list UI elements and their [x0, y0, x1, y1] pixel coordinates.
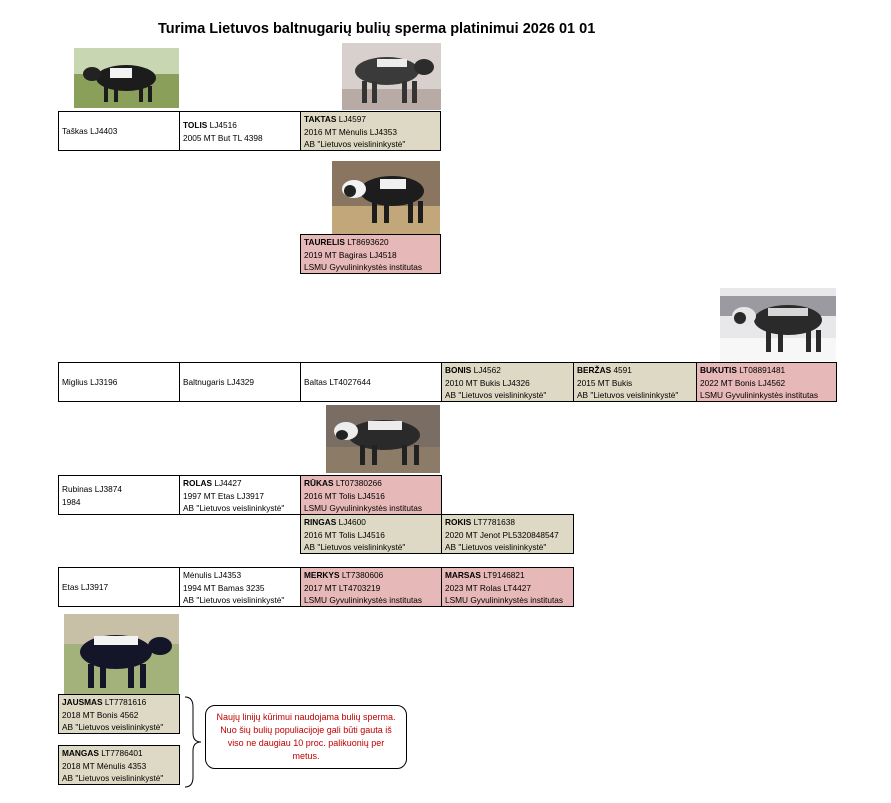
bull-photo-rukas: [326, 405, 440, 473]
bull-cell-miglius: Miglius LJ3196: [58, 362, 180, 402]
bull-cell-menulis: Mėnulis LJ4353 1994 MT Bamas 3235 AB "Lietuvos veislininkystė": [179, 567, 301, 607]
bull-cell-baltas: Baltas LT4027644: [300, 362, 442, 402]
bull-name: BONIS: [445, 365, 472, 375]
bull-cell-ringas: RINGAS LJ4600 2016 MT Tolis LJ4516 AB "Lietuvos veislininkystė": [300, 514, 442, 554]
bull-cell-berzas: BERŽAS 4591 2015 MT Bukis AB "Lietuvos veislininkystė": [573, 362, 697, 402]
bull-photo-jausmas: [64, 614, 179, 694]
bull-name: MANGAS: [62, 748, 99, 758]
bull-cell-rokis: ROKIS LT7781638 2020 MT Jenot PL5320848547 AB "Lietuvos veislininkystė": [441, 514, 574, 554]
bull-cell-mangas: MANGAS LT7786401 2018 MT Mėnulis 4353 AB "Lietuvos veislininkystė": [58, 745, 180, 785]
bull-cell-etas: Etas LJ3917: [58, 567, 180, 607]
bull-photo-bukutis: [720, 288, 836, 361]
bull-cell-jausmas: JAUSMAS LT7781616 2018 MT Bonis 4562 AB "Lietuvos veislininkystė": [58, 694, 180, 734]
bull-photo-taurelis: [332, 161, 440, 234]
bull-cell-taskas: Taškas LJ4403: [58, 111, 180, 151]
bull-cell-taurelis: TAURELIS LT8693620 2019 MT Bagiras LJ4518 LSMU Gyvulininkystės institutas: [300, 234, 441, 274]
bull-name: ROLAS: [183, 478, 213, 488]
bull-photo-taktas: [342, 43, 441, 110]
bull-name: RINGAS: [304, 517, 337, 527]
bull-cell-marsas: MARSAS LT9146821 2023 MT Rolas LT4427 LSMU Gyvulininkystės institutas: [441, 567, 574, 607]
bull-cell-tolis: TOLIS LJ4516 2005 MT But TL 4398: [179, 111, 301, 151]
bull-cell-bonis: BONIS LJ4562 2010 MT Bukis LJ4326 AB "Lietuvos veislininkystė": [441, 362, 574, 402]
bull-name: MERKYS: [304, 570, 340, 580]
bull-cell-rubinas: Rubinas LJ3874 1984: [58, 475, 180, 515]
page-title: Turima Lietuvos baltnugarių bulių sperma platinimui 2026 01 01: [158, 21, 596, 37]
bull-cell-rukas: RŪKAS LT07380266 2016 MT Tolis LJ4516 LSMU Gyvulininkystės institutas: [300, 475, 442, 515]
bull-cell-bukutis: BUKUTIS LT08891481 2022 MT Bonis LJ4562 LSMU Gyvulininkystės institutas: [696, 362, 837, 402]
bull-name: TAKTAS: [304, 114, 337, 124]
bull-name: JAUSMAS: [62, 697, 103, 707]
bull-cell-merkys: MERKYS LT7380606 2017 MT LT4703219 LSMU Gyvulininkystės institutas: [300, 567, 442, 607]
note-box: [205, 705, 407, 769]
note-text: Naujų linijų kūrimui naudojama bulių sperma. Nuo šių bulių populiacijoje gali būti gauta iš viso ne daugiau 10 proc. palikuonių per metus.: [216, 712, 396, 761]
bull-name: RŪKAS: [304, 478, 334, 488]
bull-photo-taskas: [74, 48, 179, 108]
bull-name: TAURELIS: [304, 237, 345, 247]
bull-name: MARSAS: [445, 570, 481, 580]
bull-name: BUKUTIS: [700, 365, 737, 375]
bull-name: BERŽAS: [577, 365, 612, 375]
brace-icon: [183, 695, 205, 789]
bull-cell-rolas: ROLAS LJ4427 1997 MT Etas LJ3917 AB "Lietuvos veislininkystė": [179, 475, 301, 515]
bull-cell-baltnugaris: Baltnugaris LJ4329: [179, 362, 301, 402]
bull-name: TOLIS: [183, 120, 208, 130]
bull-cell-taktas: TAKTAS LJ4597 2016 MT Mėnulis LJ4353 AB "Lietuvos veislininkystė": [300, 111, 441, 151]
bull-name: ROKIS: [445, 517, 472, 527]
